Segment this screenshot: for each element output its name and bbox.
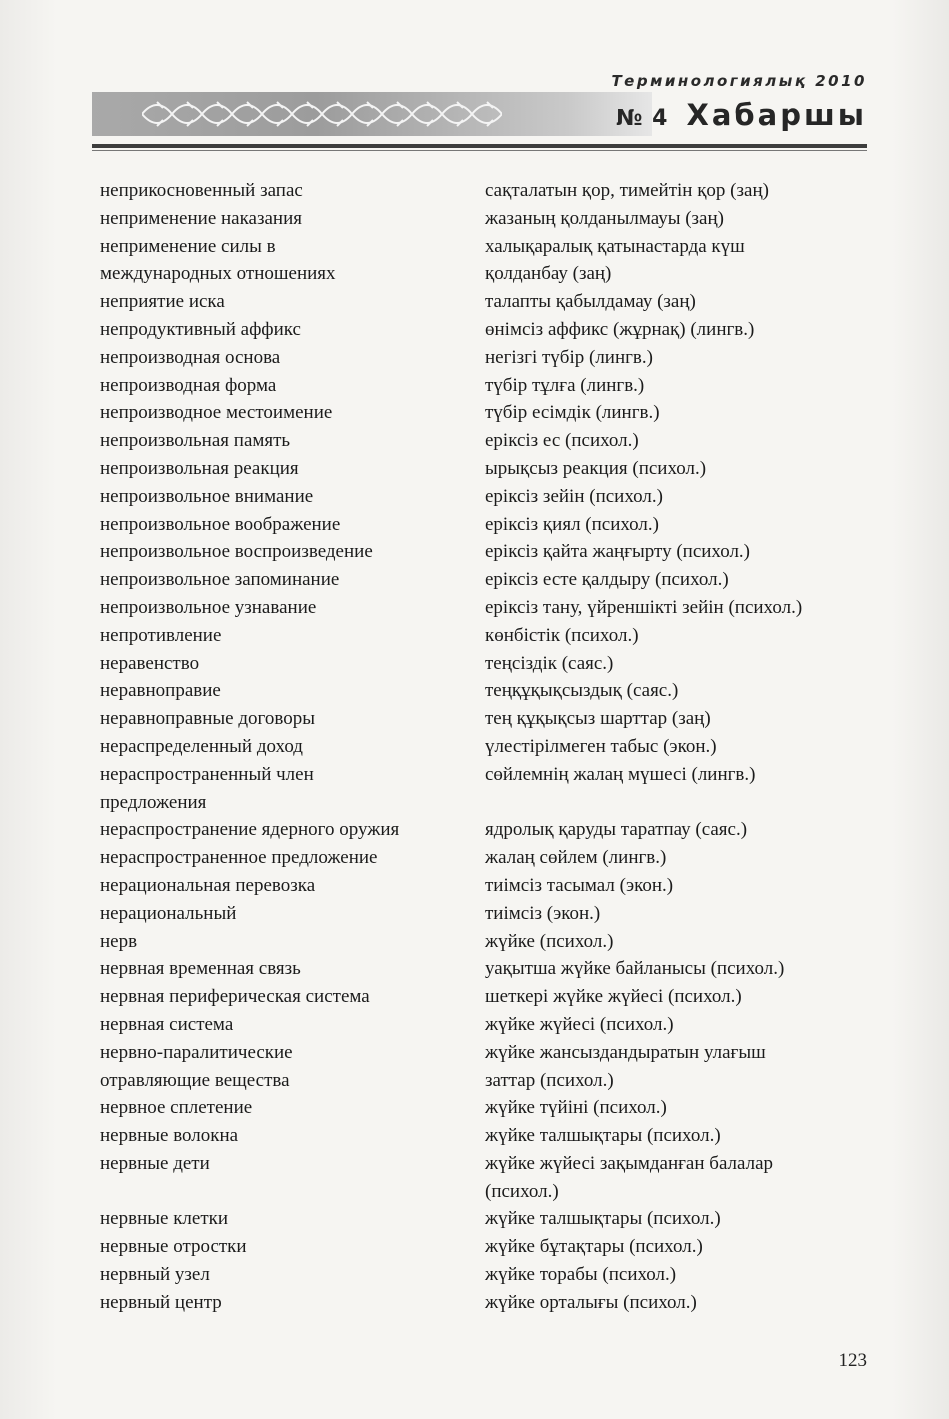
kazakh-term [485,538,860,566]
glossary-entry [100,1205,860,1233]
russian-term [100,511,485,539]
kazakh-term [485,872,860,900]
russian-term-line: нерациональная перевозка [100,874,316,896]
glossary-entry [100,1261,860,1289]
russian-term-line: нервная система [100,1013,234,1035]
kazakh-term [485,1205,860,1233]
russian-term [100,872,485,900]
glossary-entry [100,316,860,344]
kazakh-term-line: еріксіз тану, үйреншікті зейін (психол.) [485,596,803,618]
glossary-entry [100,372,860,400]
kazakh-term-line: жазаның қолданылмауы (заң) [485,207,724,229]
kazakh-term [485,511,860,539]
kazakh-term-line: жүйке жүйесі (психол.) [485,1013,674,1035]
russian-term [100,372,485,400]
russian-term-line: непроизвольное воображение [100,513,341,535]
russian-term-line: непроизвольное внимание [100,485,314,507]
russian-term-line: непроизвольное запоминание [100,569,340,591]
russian-term-line: нервные дети [100,1152,210,1174]
kazakh-term-line: көнбістік (психол.) [485,624,639,646]
russian-term [100,1233,485,1261]
russian-term [100,538,485,566]
russian-term-line: нераспространенное предложение [100,847,378,869]
glossary-entry [100,427,860,455]
kazakh-term [485,1122,860,1150]
journal-title [616,98,867,132]
glossary-entry [100,955,860,983]
kazakh-term-line: жүйке түйіні (психол.) [485,1097,667,1119]
russian-term [100,399,485,427]
glossary-entry [100,677,860,705]
glossary-entry [100,455,860,483]
glossary-entry [100,900,860,928]
glossary-entry [100,399,860,427]
russian-term-line: неприятие иска [100,291,225,313]
russian-term [100,1150,485,1206]
journal-name: Хабаршы [686,98,867,132]
russian-term-line: нераспределенный доход [100,735,303,757]
kazakh-term [485,1289,860,1317]
kazakh-term [485,650,860,678]
russian-term-line: неприменение наказания [100,207,303,229]
russian-term-line: нервный центр [100,1291,222,1313]
kazakh-term [485,344,860,372]
russian-term-line: непроизвольное узнавание [100,596,317,618]
kazakh-term-line: негізгі түбір (лингв.) [485,346,653,368]
kazakh-term [485,316,860,344]
russian-term-line: нервно-паралитические [100,1041,293,1063]
russian-term [100,900,485,928]
glossary-entry [100,983,860,1011]
kazakh-term-line: тиімсіз тасымал (экон.) [485,874,674,896]
kazakh-term-line: шеткері жүйке жүйесі (психол.) [485,986,742,1008]
russian-term-line: нервные отростки [100,1236,247,1258]
glossary-entry [100,1094,860,1122]
glossary-entry [100,705,860,733]
kazakh-term-line: еріксіз ес (психол.) [485,430,639,452]
kazakh-term-line: өнімсіз аффикс (жұрнақ) (лингв.) [485,318,755,340]
russian-term [100,1289,485,1317]
kazakh-term-line: жүйке жансыздандыратын улағыш [485,1041,766,1063]
glossary-entry [100,872,860,900]
kazakh-term-line: тең құқықсыз шарттар (заң) [485,708,711,730]
russian-term-line: непроизвольная память [100,430,291,452]
russian-term [100,233,485,289]
kazakh-term [485,1094,860,1122]
kazakh-term-line: еріксіз есте қалдыру (психол.) [485,569,729,591]
glossary-entry [100,761,860,817]
journal-subtitle: Терминологиялық 2010 [611,72,867,90]
kazakh-term-line: ядролық қаруды таратпау (саяс.) [485,819,748,841]
russian-term-line: непродуктивный аффикс [100,318,301,340]
kazakh-term [485,983,860,1011]
kazakh-term [485,372,860,400]
kazakh-term-line: еріксіз зейін (психол.) [485,485,663,507]
glossary-entry [100,511,860,539]
kazakh-term [485,427,860,455]
header-rule-thin [92,150,867,151]
russian-term-line: нервная периферическая система [100,986,370,1008]
kazakh-term-line: ырықсыз реакция (психол.) [485,457,707,479]
kazakh-term-line: жүйке талшықтары (психол.) [485,1125,721,1147]
russian-term [100,455,485,483]
russian-term [100,344,485,372]
glossary-entry [100,1039,860,1095]
glossary-entry [100,928,860,956]
russian-term [100,483,485,511]
kazakh-term-line: жалаң сөйлем (лингв.) [485,847,667,869]
russian-term [100,705,485,733]
page-number: 123 [838,1350,867,1371]
russian-term [100,288,485,316]
kazakh-term-line: уақытша жүйке байланысы (психол.) [485,958,785,980]
russian-term [100,955,485,983]
russian-term-line: неравноправные договоры [100,708,315,730]
glossary-entry [100,1233,860,1261]
russian-term-line: нерв [100,930,138,952]
kazakh-term [485,677,860,705]
header-rule [92,144,867,148]
russian-term-line: непротивление [100,624,222,646]
russian-term-line: неприменение силы в [100,235,276,257]
russian-term [100,1039,485,1095]
kazakh-term-line: түбір есімдік (лингв.) [485,402,660,424]
kazakh-term [485,399,860,427]
kazakh-term [485,455,860,483]
russian-term [100,1261,485,1289]
kazakh-term [485,233,860,289]
glossary-entry [100,344,860,372]
kazakh-term [485,761,860,817]
russian-term [100,761,485,817]
kazakh-term-line: түбір тұлға (лингв.) [485,374,645,396]
kazakh-term-line: жүйке орталығы (психол.) [485,1291,697,1313]
kazakh-term-line: (психол.) [485,1180,559,1202]
glossary-entry [100,733,860,761]
russian-term-line: предложения [100,791,207,813]
glossary-entry [100,483,860,511]
ornament-pattern-icon [142,94,502,134]
russian-term [100,816,485,844]
kazakh-term-line: халықаралық қатынастарда күш [485,235,745,257]
kazakh-term-line: қолданбау (заң) [485,263,612,285]
russian-term-line: непроизводная основа [100,346,281,368]
russian-term-line: неравенство [100,652,200,674]
russian-term [100,983,485,1011]
russian-term [100,928,485,956]
russian-term-line: нервный узел [100,1264,210,1286]
russian-term-line: нервные волокна [100,1125,239,1147]
kazakh-term-line: жүйке (психол.) [485,930,614,952]
kazakh-term [485,177,860,205]
kazakh-term-line: теңсіздік (саяс.) [485,652,614,674]
russian-term [100,427,485,455]
russian-term-line: неприкосновенный запас [100,180,303,201]
kazakh-term [485,1233,860,1261]
kazakh-term [485,1150,860,1206]
russian-term-line: неравноправие [100,680,221,702]
russian-term [100,316,485,344]
russian-term [100,650,485,678]
russian-term-line: нерациональный [100,902,237,924]
russian-term [100,205,485,233]
kazakh-term-line: тиімсіз (экон.) [485,902,601,924]
kazakh-term [485,844,860,872]
kazakh-term-line: заттар (психол.) [485,1069,614,1091]
glossary-entry [100,538,860,566]
russian-term-line: непроизводная форма [100,374,277,396]
kazakh-term [485,1039,860,1095]
glossary-entry [100,1122,860,1150]
kazakh-term [485,205,860,233]
issue-number: № 4 [616,106,669,131]
kazakh-term-line: сөйлемнің жалаң мүшесі (лингв.) [485,763,756,785]
glossary-entry [100,844,860,872]
russian-term-line: непроизвольное воспроизведение [100,541,373,563]
glossary-entry [100,1150,860,1206]
kazakh-term-line: теңқұқықсыздық (саяс.) [485,680,679,702]
russian-term [100,1205,485,1233]
kazakh-term [485,622,860,650]
kazakh-term [485,1011,860,1039]
glossary-entry [100,1289,860,1317]
russian-term-line: нераспространенный член [100,763,314,785]
russian-term [100,566,485,594]
kazakh-term [485,705,860,733]
russian-term-line: отравляющие вещества [100,1069,290,1091]
russian-term-line [100,1178,485,1206]
russian-term-line: непроизводное местоимение [100,402,333,424]
glossary-entry [100,650,860,678]
kazakh-term [485,1261,860,1289]
russian-term [100,677,485,705]
russian-term [100,622,485,650]
glossary-entry [100,177,860,205]
russian-term-line: непроизвольная реакция [100,457,299,479]
russian-term-line: нервные клетки [100,1208,229,1230]
glossary-entry [100,288,860,316]
kazakh-term-line [485,789,860,817]
kazakh-term [485,955,860,983]
glossary-entry [100,816,860,844]
kazakh-term [485,928,860,956]
russian-term-line: нервное сплетение [100,1097,253,1119]
kazakh-term [485,900,860,928]
glossary-entry [100,205,860,233]
russian-term-line: нераспространение ядерного оружия [100,819,400,841]
kazakh-term-line: сақталатын қор, тимейтін қор (заң) [485,180,769,201]
russian-term [100,733,485,761]
kazakh-term-line: жүйке жүйесі зақымданған балалар [485,1152,774,1174]
kazakh-term [485,733,860,761]
glossary-entry [100,594,860,622]
russian-term [100,594,485,622]
glossary-entry [100,1011,860,1039]
russian-term [100,1011,485,1039]
russian-term [100,844,485,872]
kazakh-term-line: еріксіз қиял (психол.) [485,513,659,535]
kazakh-term-line: жүйке бұтақтары (психол.) [485,1236,703,1258]
kazakh-term-line: еріксіз қайта жаңғырту (психол.) [485,541,751,563]
kazakh-term [485,483,860,511]
glossary-entry [100,566,860,594]
russian-term [100,1122,485,1150]
russian-term [100,177,485,205]
kazakh-term-line: үлестірілмеген табыс (экон.) [485,735,717,757]
russian-term-line: международных отношениях [100,263,336,285]
kazakh-term-line: жүйке талшықтары (психол.) [485,1208,721,1230]
russian-term [100,1094,485,1122]
kazakh-term [485,816,860,844]
kazakh-term [485,288,860,316]
glossary-entry [100,233,860,289]
kazakh-term-line: жүйке торабы (психол.) [485,1264,677,1286]
russian-term-line: нервная временная связь [100,958,301,980]
kazakh-term-line: талапты қабылдамау (заң) [485,291,696,313]
kazakh-term [485,566,860,594]
glossary-entry [100,622,860,650]
glossary-list [100,177,860,1317]
kazakh-term [485,594,860,622]
